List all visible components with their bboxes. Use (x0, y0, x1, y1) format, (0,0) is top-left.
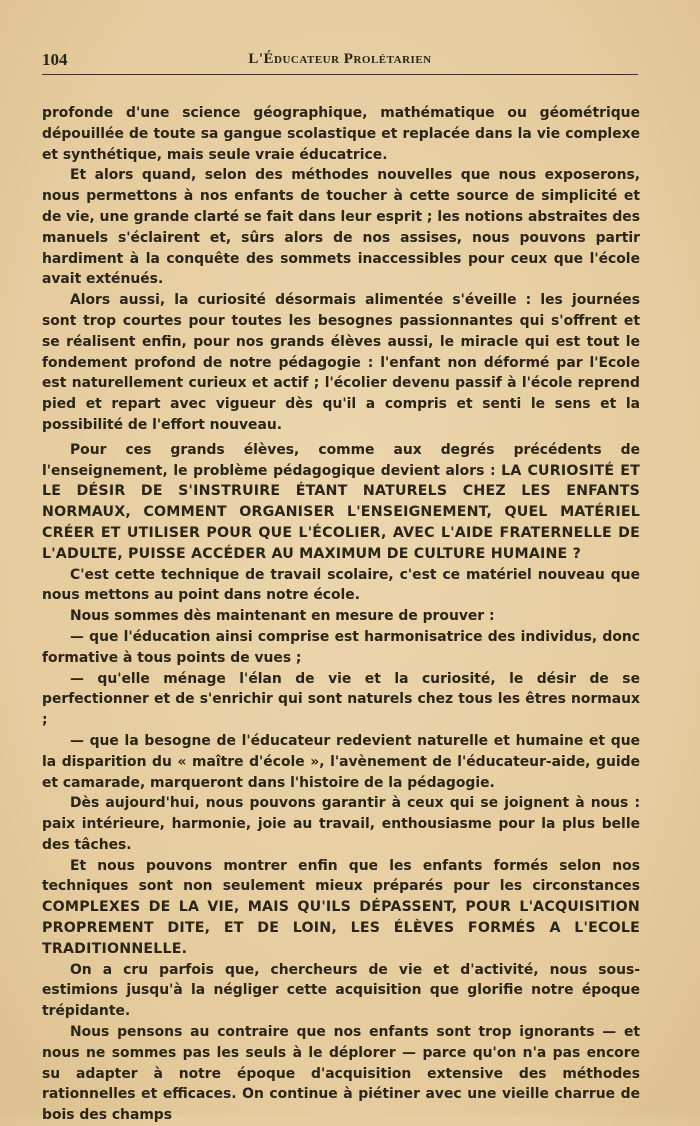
paragraph-lead: Pour ces grands élèves, comme aux degrés précédents de l'enseignement, le problème pédagogique devient alors : (42, 441, 640, 479)
paragraph: C'est cette technique de travail scolaire, c'est ce matériel nouveau que nous mettons au point dans notre école. (42, 566, 640, 604)
paragraph: Et alors quand, selon des méthodes nouvelles que nous exposerons, nous permettons à nos enfants de toucher à cette source de simplicité et de vie, une grande clarté se fait dans leur esprit ; les notions abstraites des manuels s'éclairent et, sûrs alors de nos assises, nous pouvons partir hardiment à la conquête des sommets inaccessibles pour ceux que l'école avait exténués. (42, 167, 640, 288)
paragraph (42, 856, 640, 960)
body-text (42, 103, 640, 1126)
paragraph: On a cru parfois que, chercheurs de vie et d'activité, nous sous-estimions jusqu'à la négliger cette acquisition que glorifie notre époque trépidante. (42, 961, 640, 1020)
paragraph: Dès aujourd'hui, nous pouvons garantir à ceux qui se joignent à nous : paix intérieure, harmonie, joie au travail, enthousiasme pour la plus belle des tâches. (42, 795, 640, 853)
page-header (42, 50, 638, 75)
paragraph: Alors aussi, la curiosité désormais alimentée s'éveille : les journées sont trop courtes pour toutes les besognes passionnantes qui s'offrent et se réalisent enfin, pour nos grands élèves aussi, le miracle qui est tout le fondement profond de notre pédagogie : l'enfant non déformé par l'Ecole est naturellement curieux et actif ; l'écolier devenu passif à l'école reprend pied et repart avec vigueur dès qu'il a compris et senti le sens et la possibilité de l'effort nouveau. (42, 292, 640, 433)
paragraph: Nous sommes dès maintenant en mesure de prouver : (70, 608, 495, 625)
paragraph: Nous pensons au contraire que nos enfants sont trop ignorants — et nous ne sommes pas les seuls à le déplorer — parce qu'on n'a pas encore su adapter à notre époque d'acquisition extensive des méthodes rationnelles et efficaces. On continue à piétiner avec une vieille charrue de bois des champs (42, 1024, 640, 1124)
list-item: — que l'éducation ainsi comprise est harmonisatrice des individus, donc formative à tous points de vues ; (42, 628, 640, 666)
emphasis-caps: COMPLEXES DE LA VIE, MAIS QU'ILS DÉPASSENT, POUR L'ACQUISITION PROPREMENT DITE, ET DE LOIN, LES ÉLÈVES FORMÉS A L'ECOLE TRADITIONNELLE. (42, 899, 640, 957)
list-item: — qu'elle ménage l'élan de vie et la curiosité, le désir de se perfectionner et de s'enrichir qui sont naturels chez tous les êtres normaux ; (42, 670, 640, 729)
paragraph (42, 440, 640, 565)
page-number: 104 (42, 50, 68, 69)
list-item: — que la besogne de l'éducateur redevient naturelle et humaine et que la disparition du « maître d'école », l'avènement de l'éducateur-aide, guide et camarade, marqueront dans l'histoire de la pédagogie. (42, 732, 640, 791)
paragraph-lead: Et nous pouvons montrer enfin que les enfants formés selon nos techniques sont non seulement mieux préparés pour les circonstances (42, 857, 640, 895)
paragraph: profonde d'une science géographique, mathématique ou géométrique dépouillée de toute sa gangue scolastique et replacée dans la vie complexe et synthétique, mais seule vraie éducatrice. (42, 105, 640, 163)
emphasis-caps: LA CURIOSITÉ ET LE DÉSIR DE S'INSTRUIRE ÉTANT NATURELS CHEZ LES ENFANTS NORMAUX, COMMENT ORGANISER L'ENSEIGNEMENT, QUEL MATÉRIEL CRÉER ET UTILISER POUR QUE L'ÉCOLIER, AVEC L'AIDE FRATERNELLE DE L'ADULTE, PUISSE ACCÉDER AU MAXIMUM DE CULTURE HUMAINE ? (42, 462, 640, 562)
running-title: L'Éducateur Prolétarien (248, 51, 432, 67)
